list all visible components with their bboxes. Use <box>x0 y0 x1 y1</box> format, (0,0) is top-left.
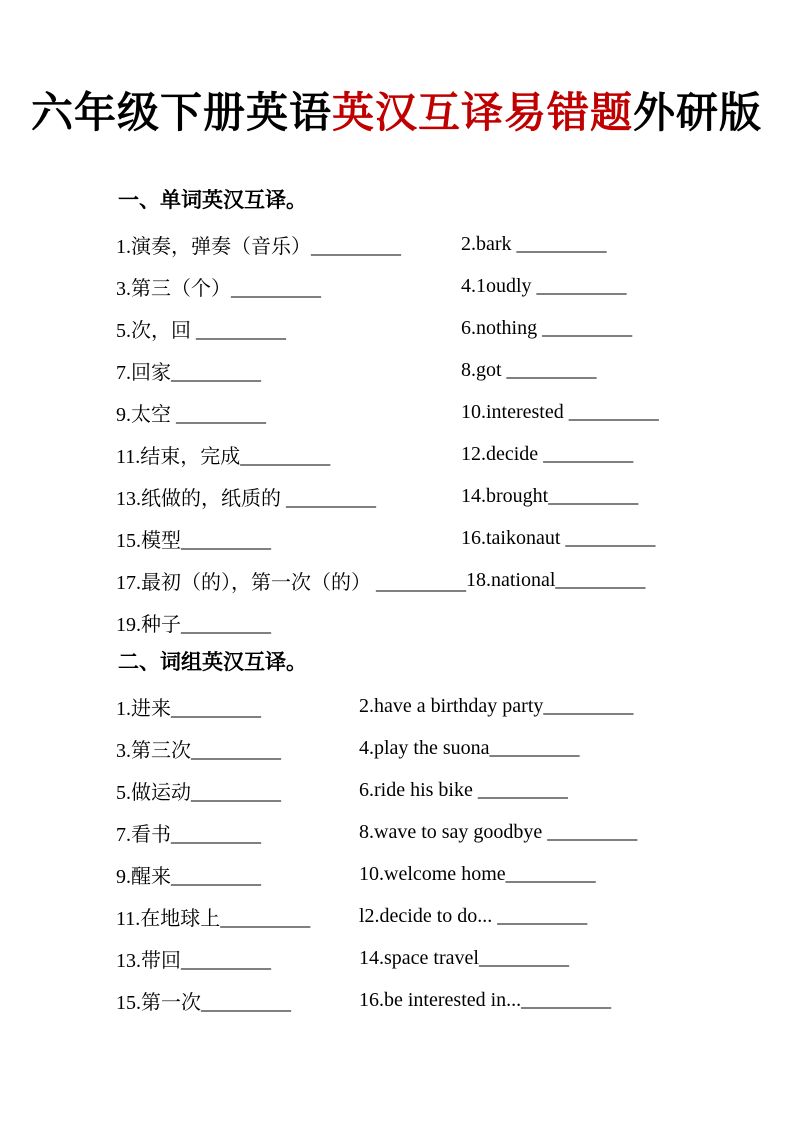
exercise-row <box>116 937 793 979</box>
title-highlight: 英汉互译易错题 <box>331 91 633 137</box>
exercise-row <box>116 391 793 433</box>
exercise-item: 6.nothing _________ <box>461 316 633 339</box>
exercise-item: 11.在地球上_________ <box>116 907 311 930</box>
exercise-row <box>116 769 793 811</box>
section-heading: 一、单词英汉互译。 <box>118 188 307 212</box>
exercise-item: 9.醒来_________ <box>116 865 261 888</box>
exercise-row <box>116 853 793 895</box>
exercise-item: 2.have a birthday party_________ <box>359 694 634 717</box>
exercise-item: 3.第三次_________ <box>116 739 281 762</box>
exercise-item: 1.进来_________ <box>116 697 261 720</box>
section-heading: 二、词组英汉互译。 <box>118 650 307 674</box>
exercise-item: 15.模型_________ <box>116 529 271 552</box>
exercise-row <box>116 265 793 307</box>
exercise-item: 19.种子_________ <box>116 613 271 636</box>
exercise-row <box>116 601 793 643</box>
exercise-item: l2.decide to do... _________ <box>359 904 588 927</box>
exercise-item: 14.brought_________ <box>461 484 639 507</box>
section-phrases <box>116 651 793 1021</box>
title-prefix: 六年级下册英语 <box>30 91 332 137</box>
exercise-item: 2.bark _________ <box>461 232 607 255</box>
exercise-row <box>116 475 793 517</box>
exercise-row <box>116 223 793 265</box>
exercise-row <box>116 685 793 727</box>
exercise-row <box>116 349 793 391</box>
exercise-row <box>116 895 793 937</box>
exercise-item: 4.1oudly _________ <box>461 274 627 297</box>
exercise-item: 13.带回_________ <box>116 949 271 972</box>
exercise-item: 1.演奏，弹奏（音乐）_________ <box>116 235 401 258</box>
exercise-item: 8.got _________ <box>461 358 597 381</box>
exercise-item: 16.be interested in..._________ <box>359 988 612 1011</box>
exercise-item: 12.decide _________ <box>461 442 634 465</box>
exercise-item: 14.space travel_________ <box>359 946 569 969</box>
exercise-item: 8.wave to say goodbye _________ <box>359 820 638 843</box>
exercise-item: 6.ride his bike _________ <box>359 778 568 801</box>
exercise-item: 17.最初（的），第一次（的） _________ <box>116 571 466 594</box>
exercise-row <box>116 559 793 601</box>
exercise-item: 18.national_________ <box>466 568 646 591</box>
exercise-item: 16.taikonaut _________ <box>461 526 656 549</box>
page-title <box>0 92 793 136</box>
exercise-row <box>116 727 793 769</box>
title-suffix: 外研版 <box>633 91 763 137</box>
exercise-row <box>116 517 793 559</box>
exercise-row <box>116 979 793 1021</box>
exercise-item: 7.看书_________ <box>116 823 261 846</box>
exercise-row <box>116 433 793 475</box>
exercise-item: 10.welcome home_________ <box>359 862 596 885</box>
exercise-item: 15.第一次_________ <box>116 991 291 1014</box>
exercise-item: 5.次，回 _________ <box>116 319 286 342</box>
section-words <box>116 189 793 643</box>
exercise-row <box>116 811 793 853</box>
exercise-item: 9.太空 _________ <box>116 403 266 426</box>
exercise-row <box>116 307 793 349</box>
exercise-item: 3.第三（个）_________ <box>116 277 321 300</box>
exercise-item: 7.回家_________ <box>116 361 261 384</box>
exercise-item: 13.纸做的，纸质的 _________ <box>116 487 376 510</box>
exercise-item: 10.interested _________ <box>461 400 659 423</box>
exercise-item: 4.play the suona_________ <box>359 736 580 759</box>
exercise-item: 11.结束，完成_________ <box>116 445 331 468</box>
worksheet-content <box>116 189 793 1021</box>
exercise-item: 5.做运动_________ <box>116 781 281 804</box>
